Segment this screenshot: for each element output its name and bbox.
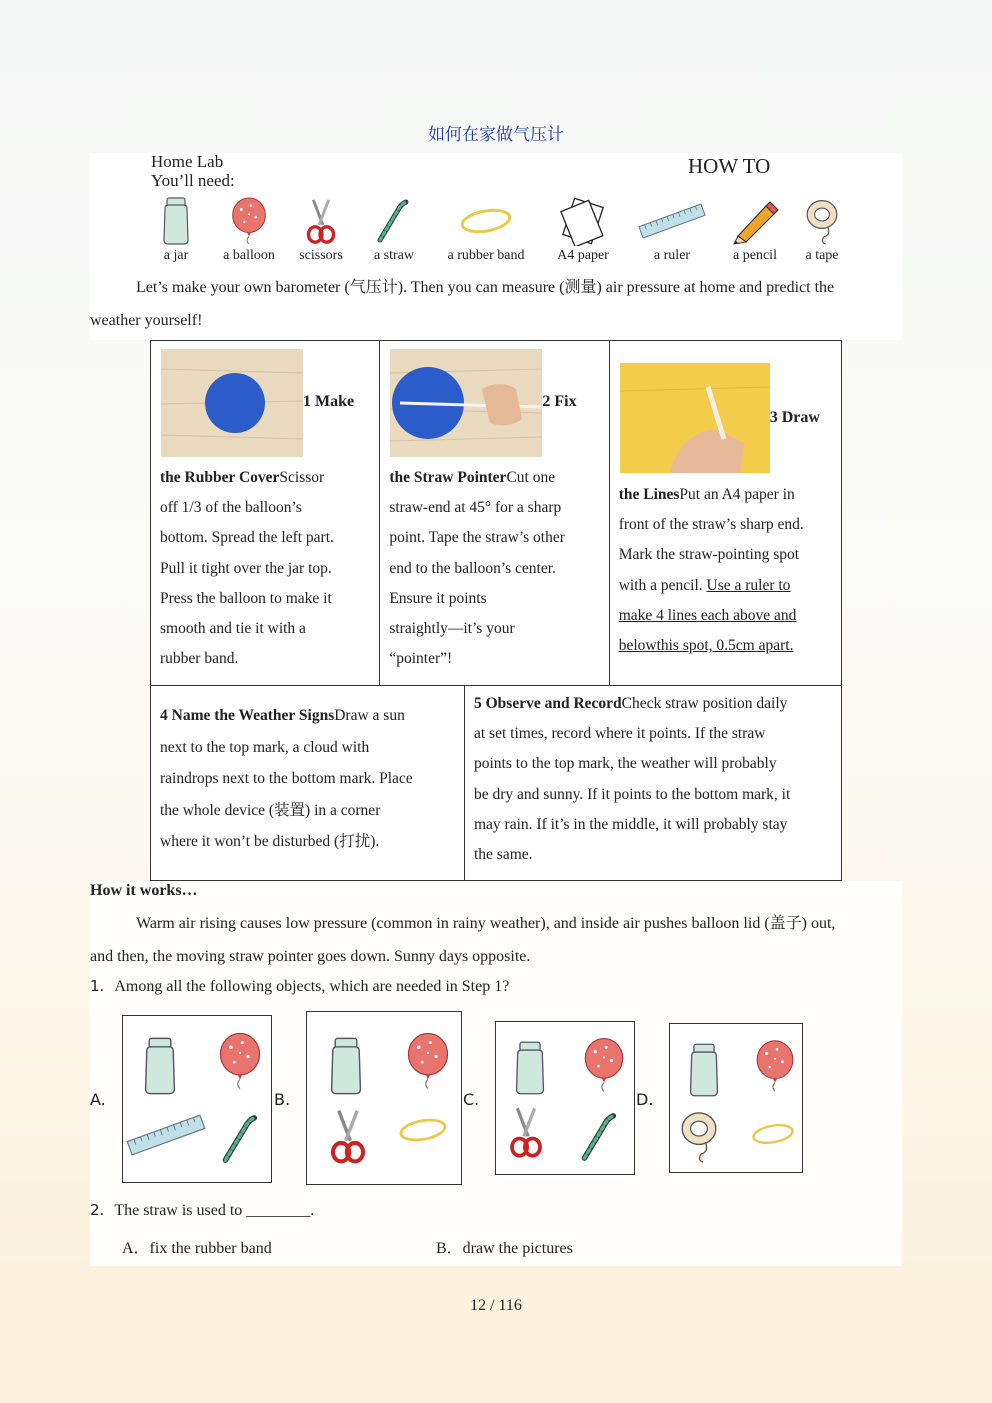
step-5-text: 5 Observe and RecordCheck straw position daily at set times, record where it points. If the straw points to the top mark, the weather will probably be dry and sunny. If it points to the bottom mark, it may rain. If it’s in the middle, it will probably stay the same. [474, 695, 791, 864]
step-2-photo [390, 349, 542, 457]
straw-icon [221, 1112, 261, 1166]
step-3-heading-b: the Lines [618, 486, 680, 503]
tool-tape [798, 196, 846, 264]
step-1-cell [151, 341, 380, 686]
q2-option-a[interactable]: A．fix the rubber band [122, 1240, 272, 1257]
step-5-cell [465, 686, 842, 881]
tool-balloon [218, 196, 280, 264]
step-2-cell [380, 341, 609, 686]
jar-icon [141, 1036, 179, 1096]
document-title: 如何在家做气压计 [428, 125, 564, 145]
pencil-icon [730, 196, 780, 246]
option-b-label[interactable]: B. [274, 1090, 291, 1109]
option-c-label[interactable]: C. [463, 1090, 480, 1109]
step-2-heading-b: the Straw Pointer [389, 469, 507, 486]
how-it-works-line-1: Warm air rising causes low pressure (common in rainy weather), and inside air pushes balloon lid (盖子) out, [136, 915, 836, 932]
paper-icon [558, 196, 608, 246]
home-lab-heading [151, 152, 235, 190]
tool-label: a rubber band [447, 248, 525, 263]
question-2-number: 2. [90, 1201, 105, 1219]
balloon-icon [405, 1030, 451, 1092]
steps-table-top [150, 340, 842, 686]
option-a-box[interactable] [122, 1015, 272, 1183]
step-5-heading: 5 Observe and Record [474, 695, 622, 712]
balloon-icon [754, 1038, 796, 1094]
tool-a4-paper [550, 196, 616, 264]
home-lab-label: Home Lab [151, 152, 224, 171]
page-number: 12 / 116 [470, 1297, 522, 1314]
step-1-heading-b: the Rubber Cover [160, 469, 280, 486]
step-4-cell [151, 686, 465, 881]
scissors-icon [303, 196, 339, 246]
option-b-box[interactable] [306, 1011, 462, 1185]
tool-label: a jar [163, 248, 189, 263]
straw-icon [580, 1110, 620, 1164]
tool-jar [158, 196, 194, 264]
jar-icon [512, 1040, 548, 1096]
tool-label: a straw [373, 248, 415, 263]
straw-icon [376, 196, 412, 246]
tool-label: a ruler [653, 248, 691, 263]
tool-ruler [634, 196, 710, 264]
steps-table-bottom [150, 685, 842, 881]
step-2-heading-a: 2 Fix [542, 393, 577, 410]
step-4-heading: 4 Name the Weather Signs [160, 707, 335, 724]
tool-label: A4 paper [557, 248, 609, 263]
tape-icon [678, 1106, 720, 1166]
rubber-band-icon [458, 196, 514, 246]
jar-icon [161, 196, 191, 246]
you-need-label: You’ll need: [151, 171, 235, 190]
tool-label: a balloon [223, 248, 275, 263]
jar-icon [327, 1036, 365, 1096]
option-d-label[interactable]: D. [636, 1090, 654, 1109]
how-it-works-line-2: and then, the moving straw pointer goes down. Sunny days opposite. [90, 948, 531, 965]
step-1-text: the Rubber CoverScissor off 1/3 of the balloon’s bottom. Spread the left part. Pull it tight over the jar top. Press the balloon to make it smooth and tie it with a rubber band. [160, 469, 334, 668]
jar-icon [686, 1042, 722, 1098]
step-3-text: the LinesPut an A4 paper in front of the straw’s sharp end. Mark the straw-pointing spot with a pencil. Use a ruler to make 4 lines each above and belowthis spot, 0.5cm apart. [618, 486, 804, 655]
balloon-icon [217, 1030, 263, 1092]
tool-label: a pencil [733, 248, 777, 263]
tape-icon [802, 196, 842, 246]
option-a-label[interactable]: A. [90, 1090, 106, 1109]
how-it-works-heading: How it works… [90, 882, 198, 899]
step-3-heading-a: 3 Draw [769, 409, 820, 426]
tool-scissors [294, 196, 348, 264]
question-1-text: Among all the following objects, which are needed in Step 1? [114, 978, 510, 995]
question-2: 2. The straw is used to ________. [90, 1201, 315, 1219]
step-4-text: 4 Name the Weather SignsDraw a sun next to the top mark, a cloud with raindrops next to the bottom mark. Place the whole device (装置) in a corner where it won’t be disturbed (打扰). [160, 707, 413, 850]
step-3-photo [620, 363, 770, 473]
scissors-icon [327, 1106, 369, 1166]
q2-option-b[interactable]: B．draw the pictures [436, 1240, 573, 1257]
intro-line-1: Let’s make your own barometer (气压计). Then you can measure (测量) air pressure at home and predict the [136, 279, 835, 296]
rubber-band-icon [750, 1118, 796, 1150]
option-c-box[interactable] [495, 1021, 635, 1175]
tool-straw [368, 196, 420, 264]
balloon-icon [229, 196, 269, 246]
scissors-icon [506, 1104, 546, 1160]
answer-blank[interactable]: ________ [246, 1202, 311, 1219]
step-1-heading-a: 1 Make [303, 393, 355, 410]
tool-pencil [726, 196, 784, 264]
question-1 [90, 977, 509, 996]
step-1-photo [161, 349, 303, 457]
intro-line-2: weather yourself! [90, 312, 203, 329]
balloon-icon [582, 1036, 626, 1094]
ruler-icon [637, 196, 707, 246]
tool-label: scissors [299, 248, 343, 263]
option-d-box[interactable] [669, 1023, 803, 1173]
step-3-cell [609, 341, 841, 686]
how-to-heading: HOW TO [688, 154, 771, 178]
tool-rubber-band [440, 196, 532, 264]
question-2-text: The straw is used to [114, 1202, 243, 1219]
step-2-text: the Straw PointerCut one straw-end at 45° for a sharp point. Tape the straw’s other end to the balloon’s center. Ensure it points straightly—it’s your “pointer”! [389, 469, 565, 668]
tool-label: a tape [805, 248, 839, 263]
rubber-band-icon [397, 1110, 449, 1150]
ruler-icon [125, 1110, 207, 1160]
question-1-number: 1. [90, 977, 105, 995]
